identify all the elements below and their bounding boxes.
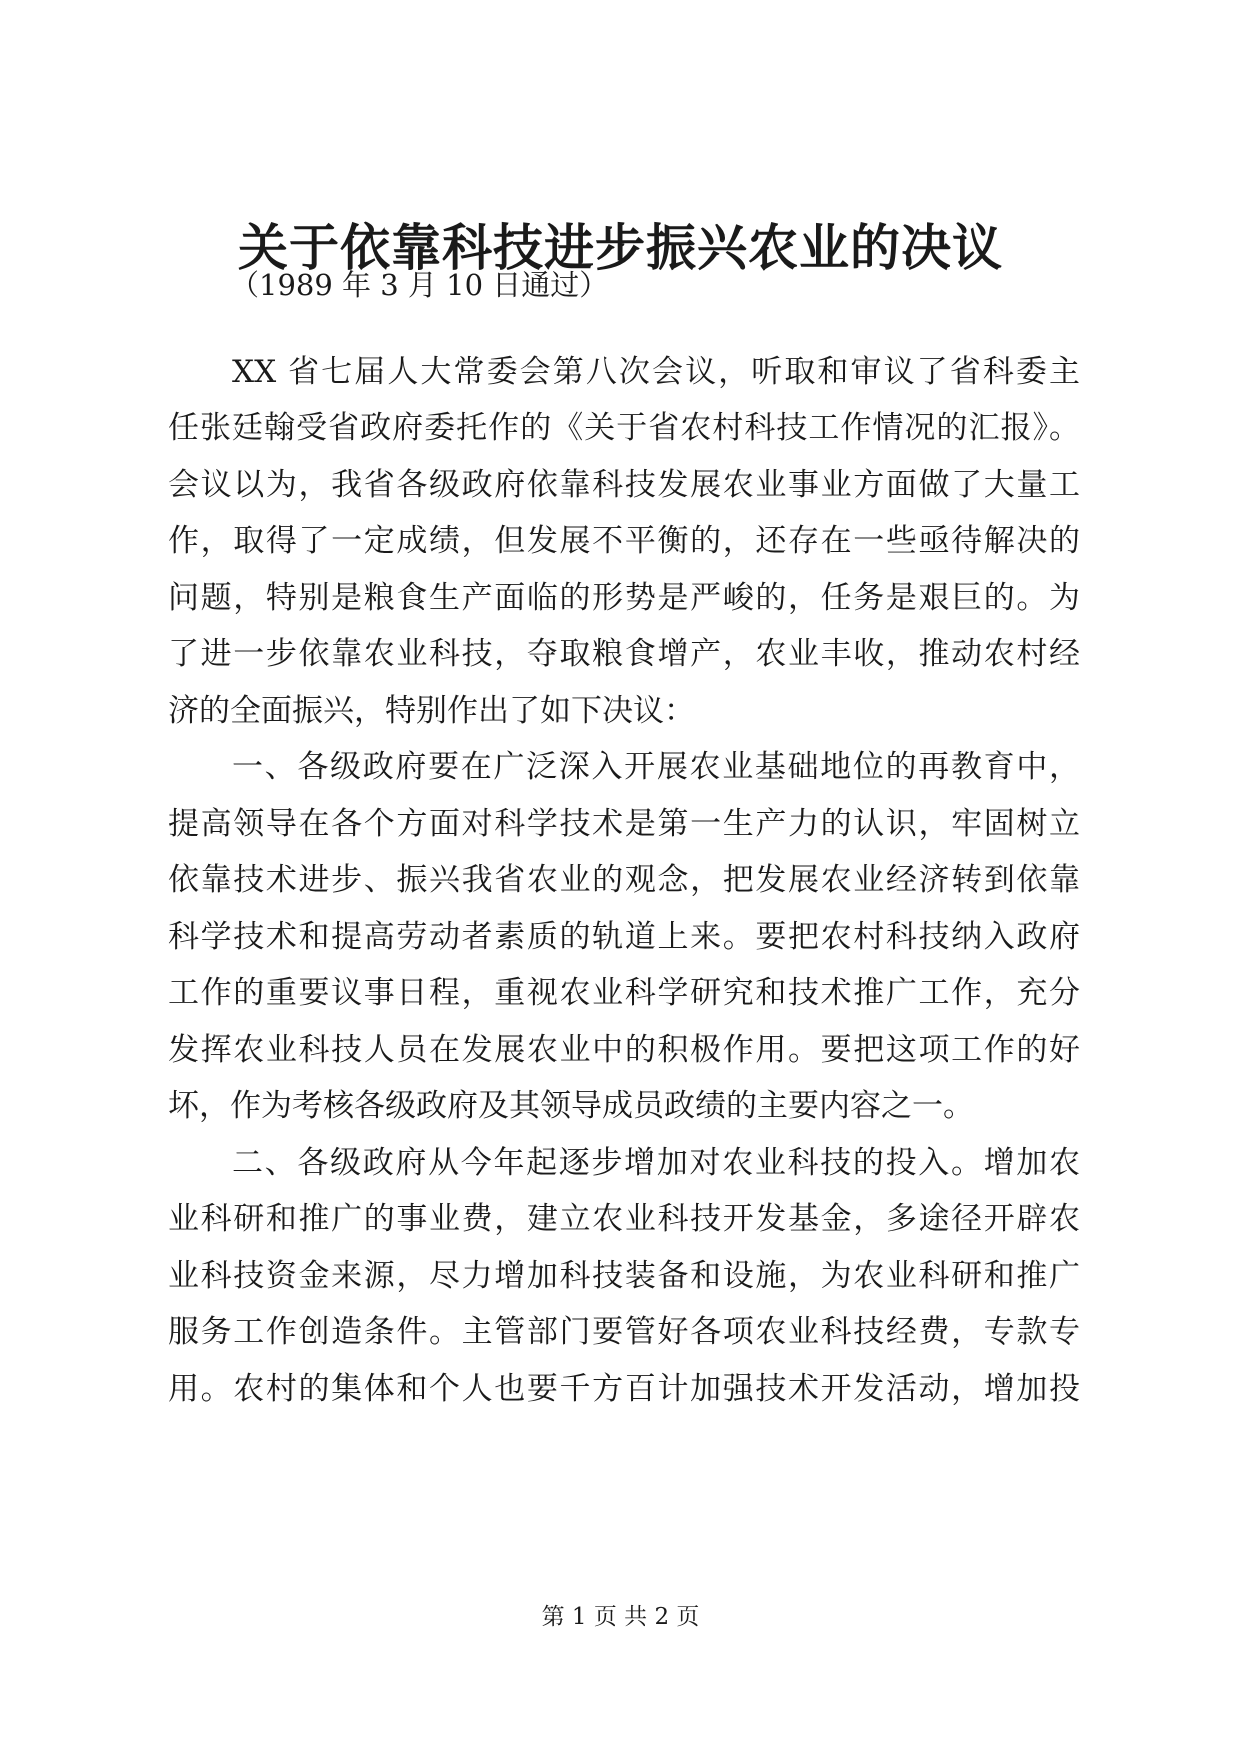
paragraph-line: 提高领导在各个方面对科学技术是第一生产力的认识，牢固树立: [168, 806, 1080, 842]
paragraph-line: 一、各级政府要在广泛深入开展农业基础地位的再教育中，: [232, 749, 1080, 785]
paragraph-line: 任张廷翰受省政府委托作的《关于省农村科技工作情况的汇报》。: [168, 410, 1080, 446]
paragraph-line: 坏，作为考核各级政府及其领导成员政绩的主要内容之一。: [168, 1088, 974, 1124]
page-footer: 第 1 页 共 2 页: [541, 1604, 700, 1630]
paragraph-line: 作，取得了一定成绩，但发展不平衡的，还存在一些亟待解决的: [168, 523, 1080, 559]
paragraph-line: 用。农村的集体和个人也要千方百计加强技术开发活动，增加投: [168, 1371, 1080, 1407]
paragraph-line: 业科研和推广的事业费，建立农业科技开发基金，多途径开辟农: [168, 1201, 1080, 1237]
document-title: 关于依靠科技进步振兴农业的决议: [238, 218, 1003, 277]
paragraph-line: 科学技术和提高劳动者素质的轨道上来。要把农村科技纳入政府: [168, 919, 1080, 955]
paragraph-line: 会议以为，我省各级政府依靠科技发展农业事业方面做了大量工: [168, 467, 1080, 503]
paragraph-line: 问题，特别是粮食生产面临的形势是严峻的，任务是艰巨的。为: [168, 580, 1080, 616]
paragraph-line: 业科技资金来源，尽力增加科技装备和设施，为农业科研和推广: [168, 1258, 1080, 1294]
document-subtitle: （1989 年 3 月 10 日通过）: [230, 268, 609, 302]
paragraph-line: 了进一步依靠农业科技，夺取粮食增产，农业丰收，推动农村经: [168, 636, 1080, 672]
paragraph-line: 二、各级政府从今年起逐步增加对农业科技的投入。增加农: [232, 1145, 1080, 1181]
paragraph-line: 依靠技术进步、振兴我省农业的观念，把发展农业经济转到依靠: [168, 862, 1080, 898]
paragraph-line: 发挥农业科技人员在发展农业中的积极作用。要把这项工作的好: [168, 1032, 1080, 1068]
paragraph-line: 济的全面振兴，特别作出了如下决议：: [168, 693, 695, 729]
paragraph-line: 服务工作创造条件。主管部门要管好各项农业科技经费，专款专: [168, 1314, 1080, 1350]
paragraph-line: 工作的重要议事日程，重视农业科学研究和技术推广工作，充分: [168, 975, 1080, 1011]
paragraph-line: XX 省七届人大常委会第八次会议，听取和审议了省科委主: [232, 354, 1080, 390]
